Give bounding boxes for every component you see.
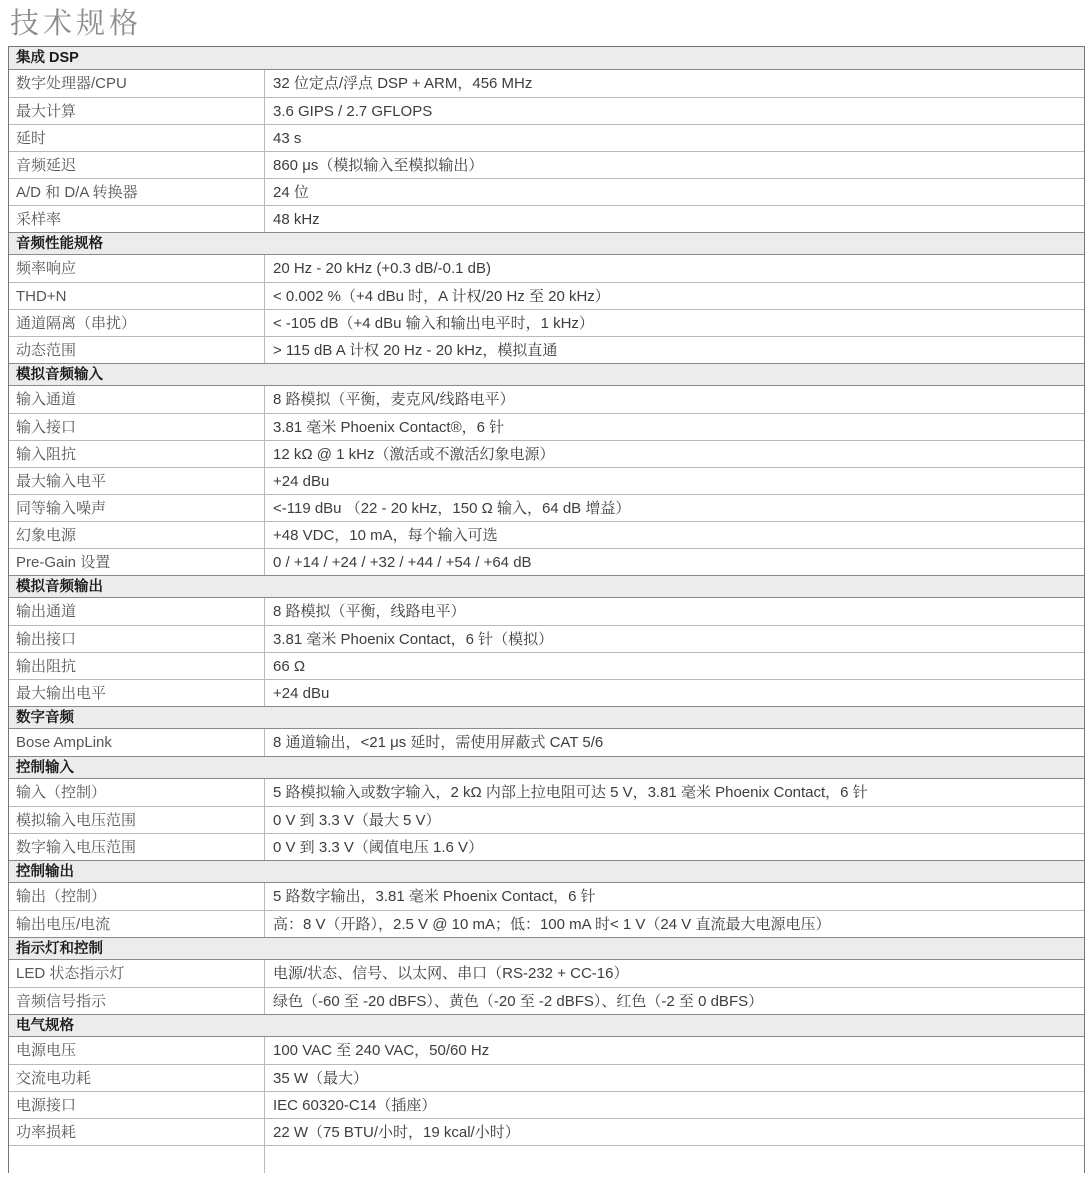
spec-section [9, 1014, 1084, 1145]
spec-row [9, 521, 1084, 548]
section-header-row [9, 756, 1084, 779]
spec-label: 音频信号指示 [16, 993, 107, 1010]
spec-row [9, 1091, 1084, 1118]
spec-label-cell [9, 441, 265, 467]
spec-value-cell [265, 386, 1084, 413]
spec-row [9, 467, 1084, 494]
spec-label: 电源接口 [16, 1097, 77, 1114]
spec-label: 输出（控制） [16, 888, 107, 905]
spec-label-cell [9, 522, 265, 548]
spec-row [9, 494, 1084, 521]
spec-value-cell [265, 468, 1084, 494]
spec-label-cell [9, 337, 265, 363]
spec-value-cell [265, 179, 1084, 205]
spec-label-cell [9, 1065, 265, 1091]
section-header-row [9, 706, 1084, 729]
spec-label-cell [9, 883, 265, 910]
spec-value: 12 kΩ @ 1 kHz（激活或不激活幻象电源） [273, 446, 555, 463]
spec-label-cell [9, 70, 265, 97]
spec-value-cell [265, 549, 1084, 575]
spec-value: 3.6 GIPS / 2.7 GFLOPS [273, 103, 433, 120]
spec-label: 数字处理器/CPU [16, 75, 127, 92]
spec-value-cell [265, 522, 1084, 548]
spec-label-cell [9, 988, 265, 1014]
spec-section [9, 860, 1084, 937]
section-header-label: 电气规格 [16, 1018, 74, 1034]
spec-label: 输出电压/电流 [16, 916, 111, 933]
spec-row [9, 97, 1084, 124]
spec-value-cell [265, 729, 1084, 756]
spec-label-cell [9, 729, 265, 756]
spec-value-cell [265, 960, 1084, 987]
spec-value-cell [265, 680, 1084, 706]
section-header-label: 集成 DSP [16, 50, 79, 66]
spec-value-cell [265, 1065, 1084, 1091]
spec-row [9, 679, 1084, 706]
spec-value-cell [265, 598, 1084, 625]
spec-label-cell [9, 206, 265, 232]
spec-value-cell [265, 1119, 1084, 1145]
spec-label: 输入接口 [16, 419, 77, 436]
spec-label-cell [9, 680, 265, 706]
section-header-label: 模拟音频输出 [16, 579, 103, 595]
spec-label: 延时 [16, 130, 47, 147]
spec-label: 最大计算 [16, 103, 77, 120]
spec-label: 输入通道 [16, 391, 77, 408]
spec-row [9, 1118, 1084, 1145]
spec-label: 模拟输入电压范围 [16, 812, 137, 829]
spec-value-cell [265, 206, 1084, 232]
spec-value: 22 W（75 BTU/小时，19 kcal/小时） [273, 1124, 520, 1141]
spec-value: 860 μs（模拟输入至模拟输出） [273, 157, 484, 174]
spec-value-cell [265, 1092, 1084, 1118]
spec-row [9, 205, 1084, 232]
spec-value-cell [265, 414, 1084, 440]
partial-row-stub [9, 1145, 1084, 1173]
spec-label-cell [9, 386, 265, 413]
spec-section [9, 47, 1084, 232]
spec-value: 66 Ω [273, 658, 306, 675]
spec-label: 最大输入电平 [16, 473, 107, 490]
spec-value-cell [265, 653, 1084, 679]
spec-row [9, 548, 1084, 575]
spec-row [9, 833, 1084, 860]
spec-label: 输出接口 [16, 631, 77, 648]
spec-label: THD+N [16, 288, 67, 305]
spec-row [9, 883, 1084, 910]
spec-label: 音频延迟 [16, 157, 77, 174]
spec-label-cell [9, 779, 265, 806]
spec-value: 高：8 V（开路），2.5 V @ 10 mA；低：100 mA 时< 1 V（24 V 直流最大电源电压） [273, 916, 831, 933]
spec-row [9, 282, 1084, 309]
section-header-label: 控制输入 [16, 760, 74, 776]
spec-label-cell [9, 179, 265, 205]
spec-value-cell [265, 807, 1084, 833]
section-header-row [9, 860, 1084, 883]
spec-section [9, 706, 1084, 756]
spec-value-cell [265, 441, 1084, 467]
spec-value-cell [265, 310, 1084, 336]
spec-label: 幻象电源 [16, 527, 77, 544]
section-header-label: 音频性能规格 [16, 236, 103, 252]
spec-section [9, 756, 1084, 860]
spec-value-cell [265, 883, 1084, 910]
spec-value: 8 路模拟（平衡，线路电平） [273, 603, 466, 620]
spec-section [9, 937, 1084, 1014]
spec-label-cell [9, 468, 265, 494]
spec-value-cell [265, 152, 1084, 178]
spec-row [9, 1064, 1084, 1091]
spec-label: 数字输入电压范围 [16, 839, 137, 856]
spec-label-cell [9, 1092, 265, 1118]
spec-label: 频率响应 [16, 260, 77, 277]
section-header-row [9, 937, 1084, 960]
spec-value: 35 W（最大） [273, 1070, 369, 1087]
spec-value-cell [265, 1146, 1084, 1173]
spec-row [9, 729, 1084, 756]
spec-label-cell [9, 598, 265, 625]
spec-value: 8 通道输出，<21 μs 延时，需使用屏蔽式 CAT 5/6 [273, 734, 604, 751]
spec-row [9, 255, 1084, 282]
spec-table [8, 46, 1085, 1173]
spec-label-cell [9, 807, 265, 833]
spec-value-cell [265, 255, 1084, 282]
spec-value-cell [265, 495, 1084, 521]
spec-value: 100 VAC 至 240 VAC，50/60 Hz [273, 1042, 490, 1059]
spec-row [9, 151, 1084, 178]
section-header-row [9, 232, 1084, 255]
spec-value-cell [265, 283, 1084, 309]
spec-value: IEC 60320-C14（插座） [273, 1097, 437, 1114]
spec-row [9, 987, 1084, 1014]
spec-label: LED 状态指示灯 [16, 965, 125, 982]
spec-row [9, 910, 1084, 937]
spec-label: 采样率 [16, 211, 62, 228]
spec-label-cell [9, 653, 265, 679]
spec-row [9, 1037, 1084, 1064]
spec-value-cell [265, 337, 1084, 363]
spec-row [9, 440, 1084, 467]
spec-label: A/D 和 D/A 转换器 [16, 184, 138, 201]
spec-value: 3.81 毫米 Phoenix Contact®，6 针 [273, 419, 505, 436]
spec-label-cell [9, 98, 265, 124]
spec-value: 8 路模拟（平衡，麦克风/线路电平） [273, 391, 515, 408]
spec-value-cell [265, 1037, 1084, 1064]
spec-label-cell [9, 152, 265, 178]
section-header-row [9, 1014, 1084, 1037]
spec-label: 输出通道 [16, 603, 77, 620]
spec-label-cell [9, 911, 265, 937]
spec-label: Pre-Gain 设置 [16, 554, 111, 571]
spec-label: 输入（控制） [16, 784, 107, 801]
spec-label-cell [9, 626, 265, 652]
spec-row [9, 779, 1084, 806]
spec-row [9, 309, 1084, 336]
spec-label: 交流电功耗 [16, 1070, 92, 1087]
spec-row [9, 70, 1084, 97]
spec-value: 0 V 到 3.3 V（最大 5 V） [273, 812, 441, 829]
spec-row [9, 386, 1084, 413]
spec-label-cell [9, 549, 265, 575]
spec-label-cell [9, 495, 265, 521]
spec-value-cell [265, 70, 1084, 97]
spec-value-cell [265, 834, 1084, 860]
spec-label-cell [9, 1119, 265, 1145]
spec-row [9, 960, 1084, 987]
spec-value-cell [265, 98, 1084, 124]
spec-section [9, 575, 1084, 706]
spec-label: 同等输入噪声 [16, 500, 107, 517]
spec-row [9, 625, 1084, 652]
spec-value: < -105 dB（+4 dBu 输入和输出电平时，1 kHz） [273, 315, 594, 332]
spec-value: 0 V 到 3.3 V（阈值电压 1.6 V） [273, 839, 484, 856]
spec-label-cell [9, 255, 265, 282]
spec-value: 3.81 毫米 Phoenix Contact，6 针（模拟） [273, 631, 554, 648]
spec-label-cell [9, 283, 265, 309]
spec-value: 24 位 [273, 184, 309, 201]
spec-section [9, 232, 1084, 363]
spec-row [9, 652, 1084, 679]
spec-value: 43 s [273, 130, 302, 147]
spec-value-cell [265, 988, 1084, 1014]
spec-value: < 0.002 %（+4 dBu 时，A 计权/20 Hz 至 20 kHz） [273, 288, 610, 305]
spec-value: 20 Hz - 20 kHz (+0.3 dB/-0.1 dB) [273, 260, 492, 277]
spec-label: 最大输出电平 [16, 685, 107, 702]
spec-row [9, 598, 1084, 625]
spec-row [9, 336, 1084, 363]
spec-value: 32 位定点/浮点 DSP + ARM，456 MHz [273, 75, 533, 92]
spec-row [9, 806, 1084, 833]
spec-label-cell [9, 414, 265, 440]
spec-row [9, 124, 1084, 151]
section-header-row [9, 47, 1084, 70]
spec-label: 输入阻抗 [16, 446, 77, 463]
spec-label: 输出阻抗 [16, 658, 77, 675]
spec-value-cell [265, 125, 1084, 151]
spec-label-cell [9, 125, 265, 151]
spec-value: 5 路数字输出，3.81 毫米 Phoenix Contact，6 针 [273, 888, 596, 905]
section-header-label: 指示灯和控制 [16, 941, 103, 957]
spec-label-cell [9, 960, 265, 987]
spec-value-cell [265, 779, 1084, 806]
spec-label: 动态范围 [16, 342, 77, 359]
spec-value: 5 路模拟输入或数字输入，2 kΩ 内部上拉电阻可达 5 V，3.81 毫米 Phoenix Contact，6 针 [273, 784, 868, 801]
spec-label: 通道隔离（串扰） [16, 315, 137, 332]
section-header-label: 控制输出 [16, 864, 74, 880]
spec-label: 功率损耗 [16, 1124, 77, 1141]
section-header-row [9, 363, 1084, 386]
spec-label-cell [9, 1037, 265, 1064]
spec-value-cell [265, 911, 1084, 937]
spec-label: Bose AmpLink [16, 734, 112, 751]
spec-row [9, 178, 1084, 205]
spec-value-cell [265, 626, 1084, 652]
spec-section [9, 363, 1084, 575]
spec-label-cell [9, 1146, 265, 1173]
section-header-label: 数字音频 [16, 710, 74, 726]
spec-value: 0 / +14 / +24 / +32 / +44 / +54 / +64 dB [273, 554, 532, 571]
spec-label-cell [9, 310, 265, 336]
section-header-label: 模拟音频输入 [16, 367, 103, 383]
spec-value: +48 VDC，10 mA，每个输入可选 [273, 527, 498, 544]
spec-value: <-119 dBu （22 - 20 kHz，150 Ω 输入，64 dB 增益） [273, 500, 631, 517]
spec-row [9, 413, 1084, 440]
spec-value: +24 dBu [273, 473, 330, 490]
page-title: 技术规格 [10, 8, 143, 40]
spec-value: 电源/状态、信号、以太网、串口（RS-232 + CC-16） [273, 965, 629, 982]
spec-value: 绿色（-60 至 -20 dBFS）、黄色（-20 至 -2 dBFS）、红色（-2 至 0 dBFS） [273, 993, 764, 1010]
section-header-row [9, 575, 1084, 598]
spec-label-cell [9, 834, 265, 860]
spec-value: 48 kHz [273, 211, 320, 228]
spec-value: +24 dBu [273, 685, 330, 702]
spec-label: 电源电压 [16, 1042, 77, 1059]
spec-value: > 115 dB A 计权 20 Hz - 20 kHz，模拟直通 [273, 342, 558, 359]
